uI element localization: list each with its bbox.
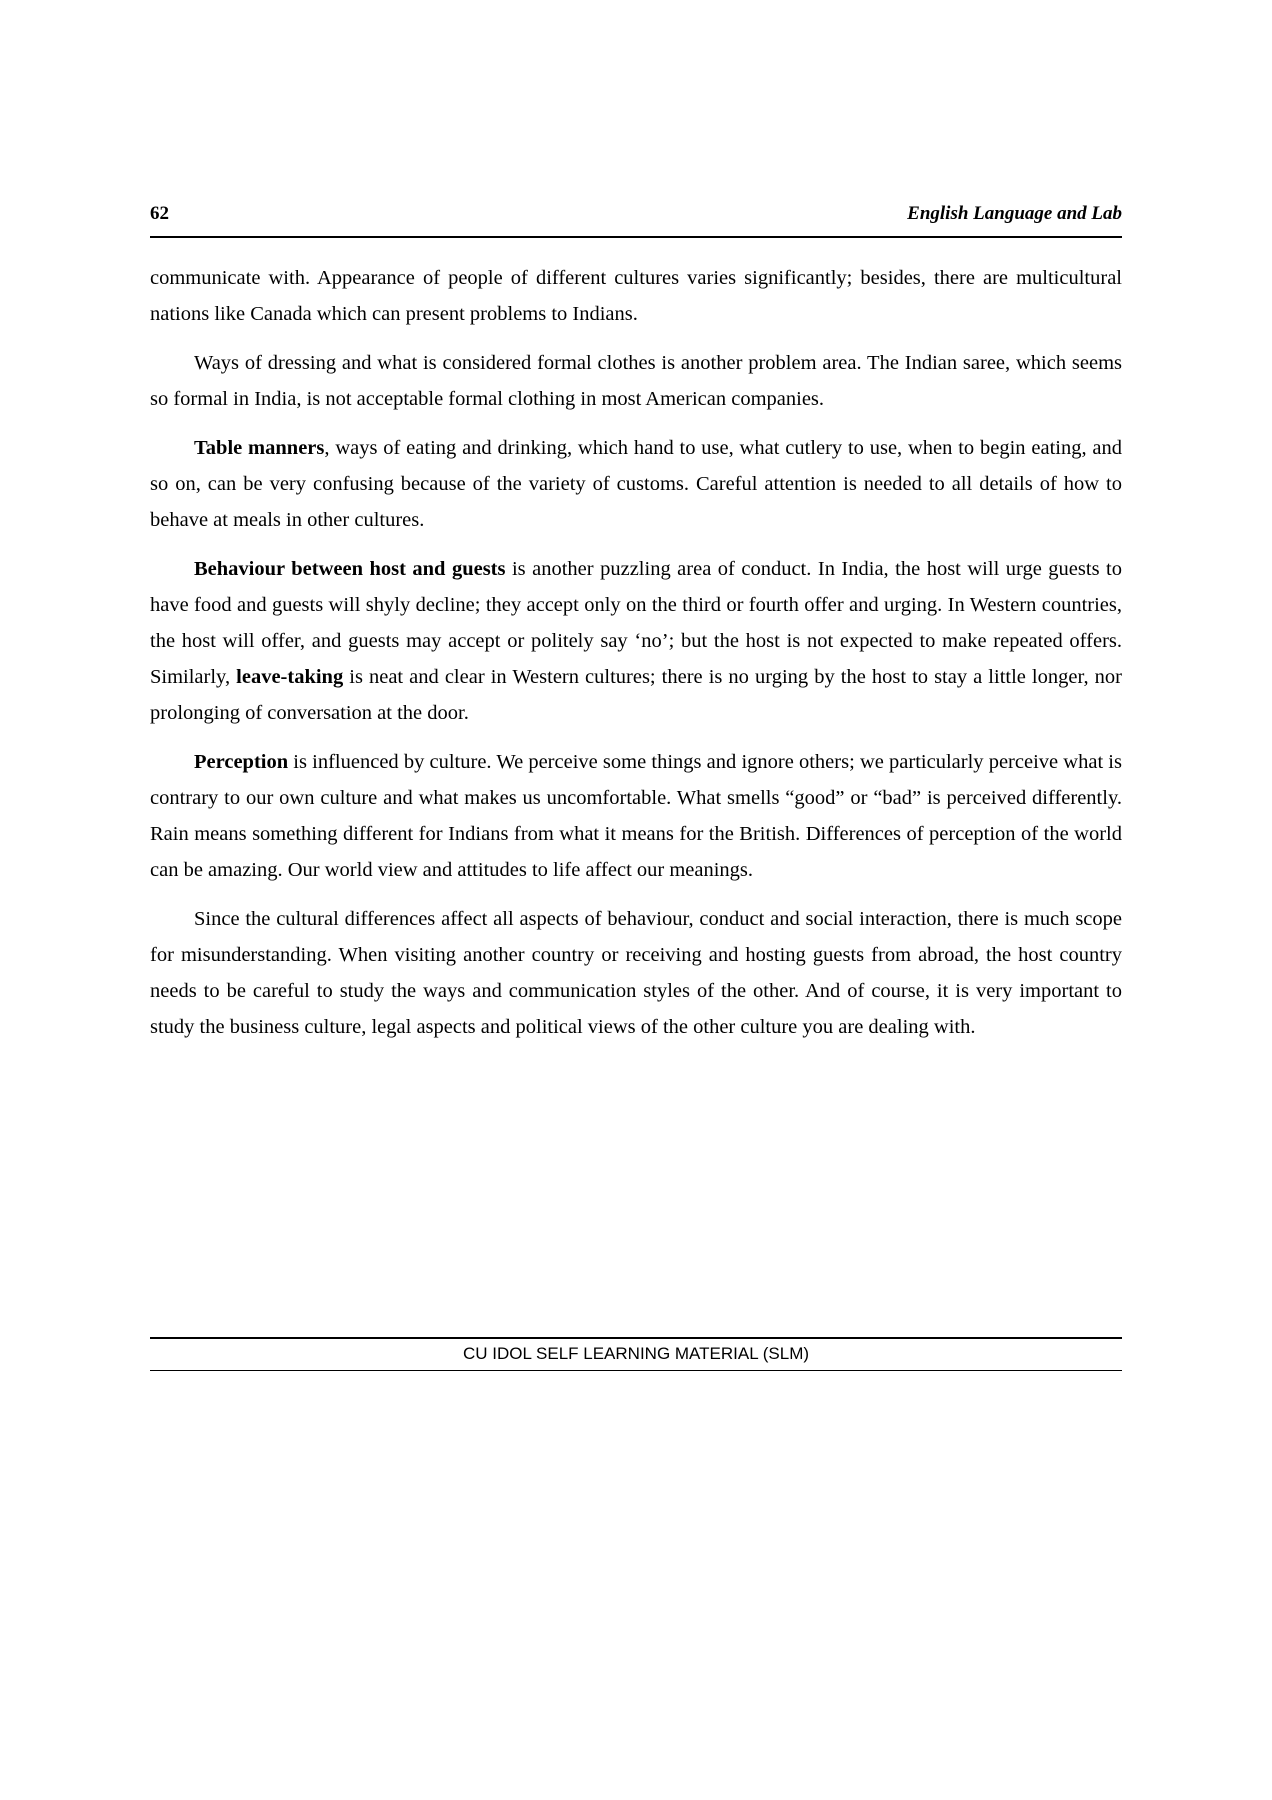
bold-text-segment: Perception: [194, 751, 289, 773]
text-segment: , ways of eating and drinking, which hand to use, what cutlery to use, when to begin eating, and so on, can be very confusing because of the variety of customs. Careful attention is needed to all details of how to behave at meals in other cultures.: [150, 437, 1123, 531]
paragraph: [150, 260, 1122, 332]
bold-text-segment: Table manners: [194, 437, 325, 459]
text-segment: Ways of dressing and what is considered formal clothes is another problem area. The Indian saree, which seems so formal in India, is not acceptable formal clothing in most American companies.: [150, 352, 1122, 410]
page-header: [150, 203, 1122, 225]
footer-text: CU IDOL SELF LEARNING MATERIAL (SLM): [462, 1344, 810, 1363]
text-segment: is influenced by culture. We perceive some things and ignore others; we particularly perceive what is contrary to our own culture and what makes us uncomfortable. What smells “good” or “bad” is perceived differently. Rain means something different for Indians from what it means for the British. Differences of perception of the world can be amazing. Our world view and attitudes to life affect our meanings.: [150, 751, 1122, 881]
bold-text-segment: Behaviour between host and guests: [194, 558, 506, 580]
text-segment: is neat and clear in Western cultures; there is no urging by the host to stay a little longer, nor prolonging of conversation at the door.: [150, 666, 1122, 724]
paragraph: [150, 901, 1122, 1045]
text-segment: Since the cultural differences affect all aspects of behaviour, conduct and social interaction, there is much scope for misunderstanding. When visiting another country or receiving and hosting guests from abroad, the host country needs to be careful to study the ways and communication styles of the other. And of course, it is very important to study the business culture, legal aspects and political views of the other culture you are dealing with.: [150, 908, 1122, 1038]
paragraph: [150, 551, 1122, 731]
paragraph: [150, 430, 1122, 538]
paragraph: [150, 345, 1122, 417]
page-body: [150, 260, 1122, 1058]
page-footer: [150, 1337, 1122, 1371]
text-segment: communicate with. Appearance of people of different cultures varies significantly; besides, there are multicultural nations like Canada which can present problems to Indians.: [150, 267, 1122, 325]
book-title: English Language and Lab: [907, 203, 1122, 224]
page-number: 62: [150, 203, 169, 224]
footer-rule-bottom: [150, 1370, 1122, 1371]
header-rule: [150, 236, 1122, 238]
text-segment: is another puzzling area of conduct. In India, the host will urge guests to have food and guests will shyly decline; they accept only on the third or fourth offer and urging. In Western countries, the host will offer, and guests may accept or politely say ‘no’; but the host is not expected to make repeated offers. Similarly,: [150, 558, 1122, 688]
bold-text-segment: leave-taking: [236, 666, 344, 688]
paragraph: [150, 744, 1122, 888]
